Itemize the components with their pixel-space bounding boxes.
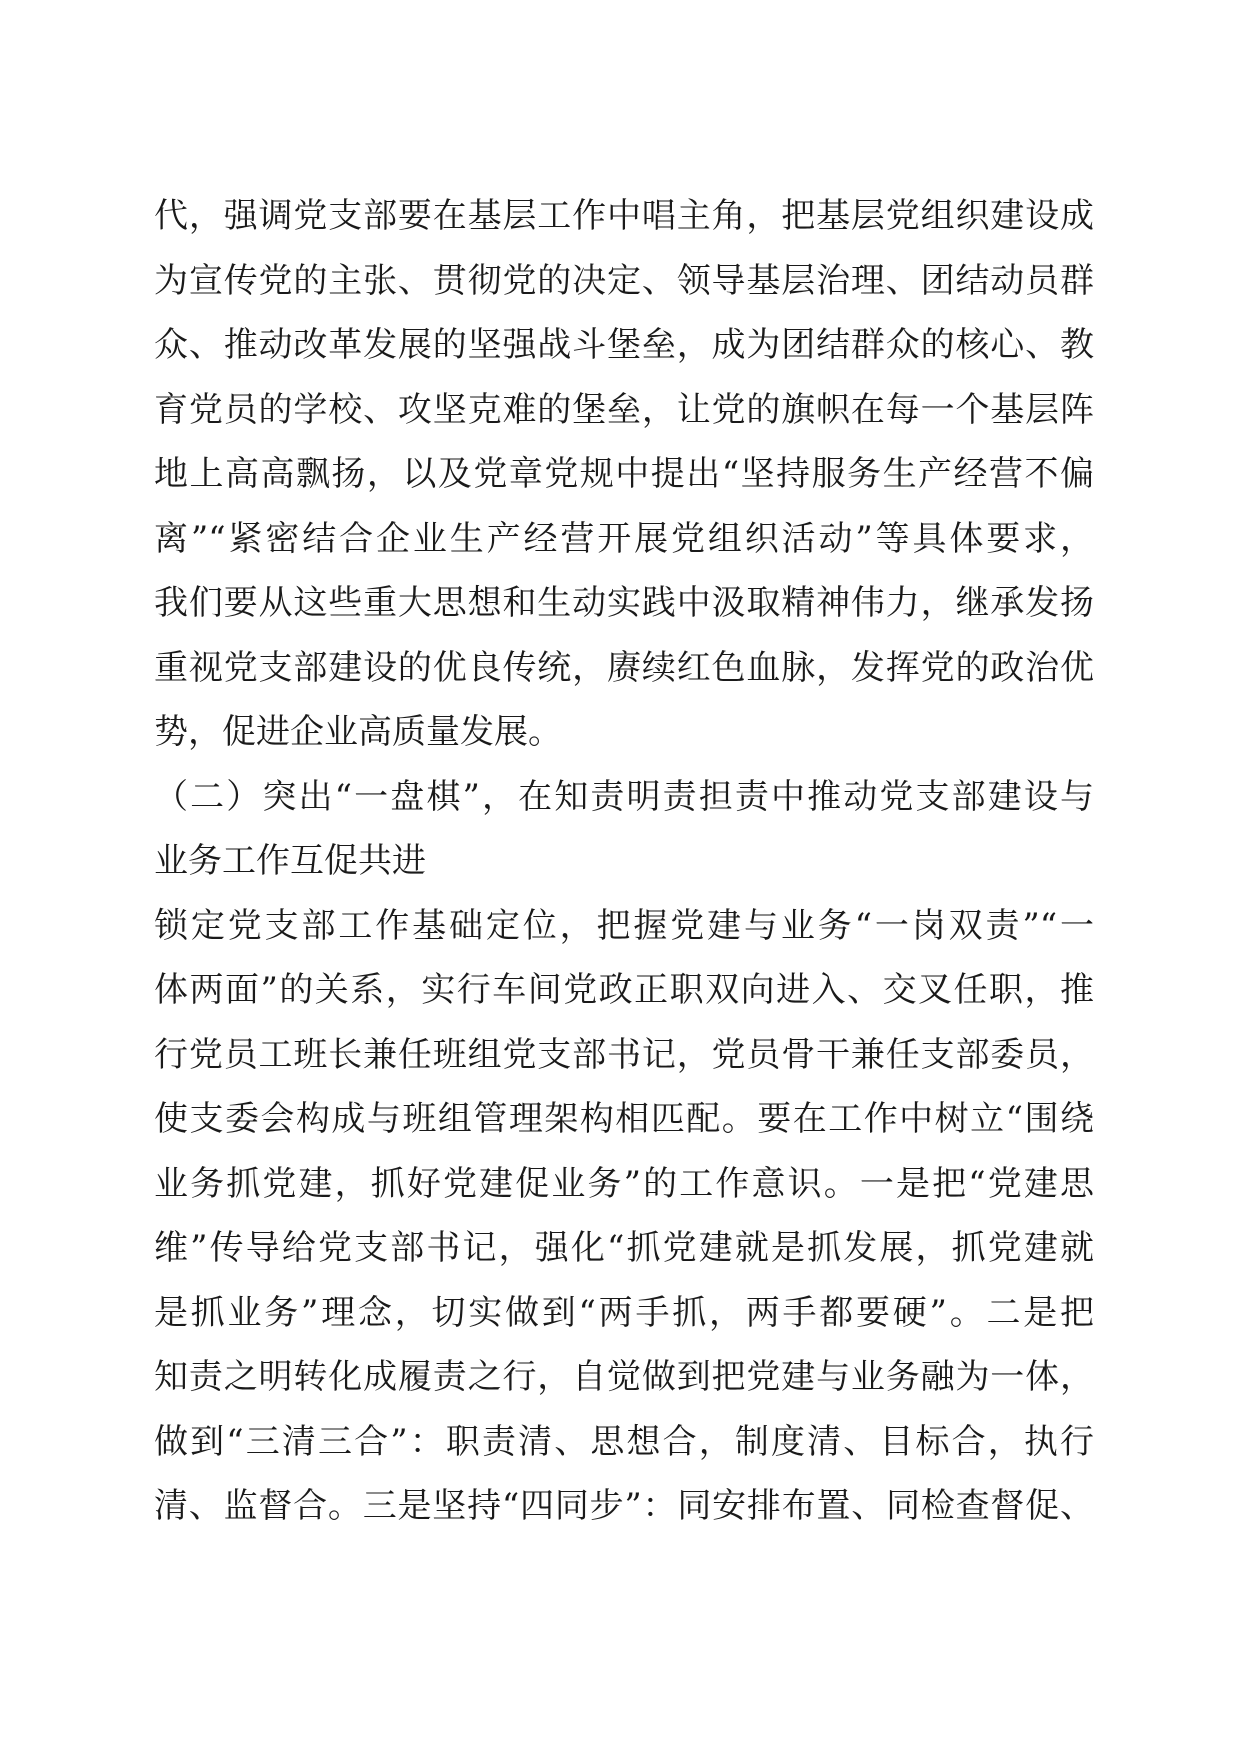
text-line: 离”“紧密结合企业生产经营开展党组织活动”等具体要求， bbox=[154, 518, 1094, 559]
text-line: 清、监督合。三是坚持“四同步”：同安排布置、同检查督促、 bbox=[154, 1486, 1094, 1526]
section-heading bbox=[154, 765, 1094, 894]
text-line: 维”传导给党支部书记，强化“抓党建就是抓发展，抓党建就 bbox=[154, 1228, 1094, 1268]
text-line: 势，促进企业高质量发展。 bbox=[154, 712, 562, 752]
text-line: 体两面”的关系，实行车间党政正职双向进入、交叉任职，推 bbox=[154, 970, 1094, 1010]
paragraph bbox=[154, 894, 1094, 1539]
text-line: 知责之明转化成履责之行，自觉做到把党建与业务融为一体， bbox=[154, 1357, 1094, 1397]
paragraph bbox=[154, 184, 1094, 765]
document-body bbox=[154, 184, 1094, 1539]
heading-line: 业务工作互促共进 bbox=[154, 841, 426, 881]
text-line: 锁定党支部工作基础定位，把握党建与业务“一岗双责”“一 bbox=[154, 905, 1094, 946]
text-line: 行党员工班长兼任班组党支部书记，党员骨干兼任支部委员， bbox=[154, 1034, 1094, 1075]
text-line: 我们要从这些重大思想和生动实践中汲取精神伟力，继承发扬 bbox=[154, 583, 1094, 623]
text-line: 地上高高飘扬，以及党章党规中提出“坚持服务生产经营不偏 bbox=[154, 454, 1094, 494]
text-line: 众、推动改革发展的坚强战斗堡垒，成为团结群众的核心、教 bbox=[154, 325, 1094, 365]
text-line: 代，强调党支部要在基层工作中唱主角，把基层党组织建设成 bbox=[154, 196, 1094, 236]
text-line: 为宣传党的主张、贯彻党的决定、领导基层治理、团结动员群 bbox=[154, 260, 1094, 301]
text-line: 做到“三清三合”：职责清、思想合，制度清、目标合，执行 bbox=[154, 1421, 1094, 1462]
heading-line: （二）突出“一盘棋”，在知责明责担责中推动党支部建设与 bbox=[154, 776, 1094, 817]
text-line: 使支委会构成与班组管理架构相匹配。要在工作中树立“围绕 bbox=[154, 1099, 1094, 1139]
text-line: 育党员的学校、攻坚克难的堡垒，让党的旗帜在每一个基层阵 bbox=[154, 389, 1094, 430]
text-line: 是抓业务”理念，切实做到“两手抓，两手都要硬”。二是把 bbox=[154, 1292, 1094, 1333]
text-line: 业务抓党建，抓好党建促业务”的工作意识。一是把“党建思 bbox=[154, 1163, 1094, 1204]
text-line: 重视党支部建设的优良传统，赓续红色血脉，发挥党的政治优 bbox=[154, 647, 1094, 688]
